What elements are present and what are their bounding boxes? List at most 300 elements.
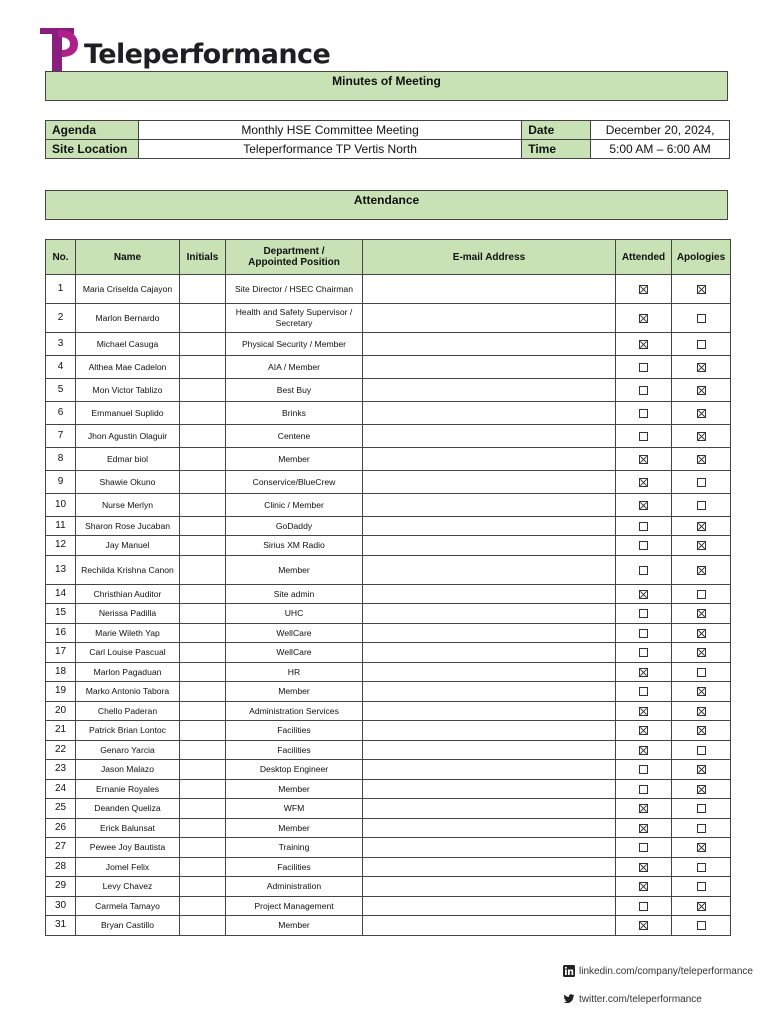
row-number: 8 <box>46 448 76 471</box>
table-row <box>46 585 731 604</box>
apologies-checkbox[interactable] <box>697 687 706 696</box>
attendee-department: Site admin <box>226 585 363 604</box>
attended-cell <box>616 682 672 702</box>
attendee-email <box>363 819 616 838</box>
col-name: Name <box>76 240 180 275</box>
apologies-checkbox[interactable] <box>697 478 706 487</box>
table-row <box>46 897 731 916</box>
apologies-cell <box>672 402 731 425</box>
attended-checkbox[interactable] <box>639 478 648 487</box>
attendee-email <box>363 379 616 402</box>
attended-checkbox[interactable] <box>639 707 648 716</box>
attended-checkbox[interactable] <box>639 824 648 833</box>
apologies-checkbox[interactable] <box>697 432 706 441</box>
attended-checkbox[interactable] <box>639 566 648 575</box>
company-name: Teleperformance <box>84 38 331 70</box>
col-initials: Initials <box>180 240 226 275</box>
attended-cell <box>616 624 672 643</box>
attended-checkbox[interactable] <box>639 609 648 618</box>
attendee-name: Nurse Merlyn <box>76 494 180 517</box>
attendee-email <box>363 448 616 471</box>
attendee-initials <box>180 425 226 448</box>
col-no: No. <box>46 240 76 275</box>
apologies-cell <box>672 897 731 916</box>
attendee-name: Erick Balunsat <box>76 819 180 838</box>
apologies-cell <box>672 819 731 838</box>
table-row <box>46 858 731 877</box>
agenda-row <box>46 121 730 140</box>
attendee-email <box>363 897 616 916</box>
apologies-checkbox[interactable] <box>697 590 706 599</box>
teleperformance-logo-icon <box>38 28 78 72</box>
attendee-name: Jomel Felix <box>76 858 180 877</box>
row-number: 12 <box>46 536 76 556</box>
col-apologies: Apologies <box>672 240 731 275</box>
attendee-email <box>363 333 616 356</box>
row-number: 27 <box>46 838 76 858</box>
attendee-email <box>363 702 616 721</box>
row-number: 6 <box>46 402 76 425</box>
attendee-email <box>363 585 616 604</box>
attended-cell <box>616 877 672 897</box>
apologies-cell <box>672 858 731 877</box>
apologies-checkbox[interactable] <box>697 455 706 464</box>
apologies-cell <box>672 304 731 333</box>
table-row <box>46 494 731 517</box>
attended-cell <box>616 536 672 556</box>
twitter-icon <box>563 993 575 1005</box>
time-value: 5:00 AM – 6:00 AM <box>591 140 730 159</box>
attended-checkbox[interactable] <box>639 455 648 464</box>
attendee-initials <box>180 760 226 780</box>
attended-cell <box>616 402 672 425</box>
table-row <box>46 682 731 702</box>
twitter-link[interactable] <box>563 993 702 1005</box>
attendee-email <box>363 402 616 425</box>
attendee-name: Bryan Castillo <box>76 916 180 936</box>
attendee-email <box>363 643 616 663</box>
attendee-department: Physical Security / Member <box>226 333 363 356</box>
attendee-email <box>363 624 616 643</box>
attendee-department: Member <box>226 819 363 838</box>
attendance-body <box>46 275 731 936</box>
apologies-checkbox[interactable] <box>697 707 706 716</box>
attended-checkbox[interactable] <box>639 804 648 813</box>
time-label: Time <box>522 140 591 159</box>
attendee-department: Health and Safety Supervisor / Secretary <box>226 304 363 333</box>
row-number: 29 <box>46 877 76 897</box>
apologies-cell <box>672 838 731 858</box>
attendee-name: Rechilda Krishna Canon <box>76 556 180 585</box>
attendee-department: Administration Services <box>226 702 363 721</box>
attendee-name: Genaro Yarcia <box>76 741 180 760</box>
attendee-initials <box>180 494 226 517</box>
attendee-department: Member <box>226 780 363 799</box>
table-row <box>46 624 731 643</box>
attended-cell <box>616 556 672 585</box>
attendee-initials <box>180 536 226 556</box>
attended-checkbox[interactable] <box>639 648 648 657</box>
apologies-checkbox[interactable] <box>697 609 706 618</box>
attendee-name: Mon Victor Tablizo <box>76 379 180 402</box>
attendee-department: AIA / Member <box>226 356 363 379</box>
attendee-name: Maria Criselda Cajayon <box>76 275 180 304</box>
apologies-checkbox[interactable] <box>697 843 706 852</box>
attendee-initials <box>180 721 226 741</box>
attendee-name: Michael Casuga <box>76 333 180 356</box>
attendee-initials <box>180 858 226 877</box>
attendee-initials <box>180 624 226 643</box>
apologies-checkbox[interactable] <box>697 804 706 813</box>
attended-cell <box>616 448 672 471</box>
apologies-checkbox[interactable] <box>697 314 706 323</box>
attendee-name: Althea Mae Cadelon <box>76 356 180 379</box>
row-number: 2 <box>46 304 76 333</box>
attendee-department: GoDaddy <box>226 517 363 536</box>
row-number: 18 <box>46 663 76 682</box>
attendee-initials <box>180 517 226 536</box>
apologies-checkbox[interactable] <box>697 921 706 930</box>
table-row <box>46 838 731 858</box>
attendee-email <box>363 425 616 448</box>
apologies-cell <box>672 780 731 799</box>
attended-checkbox[interactable] <box>639 863 648 872</box>
col-department <box>226 240 363 275</box>
attended-checkbox[interactable] <box>639 314 648 323</box>
attendee-department: Best Buy <box>226 379 363 402</box>
apologies-cell <box>672 556 731 585</box>
apologies-checkbox[interactable] <box>697 824 706 833</box>
document-title: Minutes of Meeting <box>45 71 728 101</box>
attended-cell <box>616 304 672 333</box>
attendee-department: Desktop Engineer <box>226 760 363 780</box>
table-row <box>46 819 731 838</box>
apologies-checkbox[interactable] <box>697 785 706 794</box>
attendee-department: Centene <box>226 425 363 448</box>
attendee-name: Shawie Okuno <box>76 471 180 494</box>
attended-cell <box>616 604 672 624</box>
row-number: 3 <box>46 333 76 356</box>
attendee-initials <box>180 838 226 858</box>
agenda-label: Agenda <box>46 121 139 140</box>
apologies-checkbox[interactable] <box>697 285 706 294</box>
attendee-email <box>363 858 616 877</box>
attended-checkbox[interactable] <box>639 843 648 852</box>
attendee-initials <box>180 799 226 819</box>
attended-cell <box>616 517 672 536</box>
table-row <box>46 760 731 780</box>
attended-cell <box>616 663 672 682</box>
attended-cell <box>616 275 672 304</box>
attended-checkbox[interactable] <box>639 746 648 755</box>
attendee-email <box>363 536 616 556</box>
table-row <box>46 304 731 333</box>
col-email: E-mail Address <box>363 240 616 275</box>
table-row <box>46 916 731 936</box>
date-value: December 20, 2024, <box>591 121 730 140</box>
attendee-department: Sirius XM Radio <box>226 536 363 556</box>
row-number: 14 <box>46 585 76 604</box>
attended-checkbox[interactable] <box>639 501 648 510</box>
apologies-cell <box>672 760 731 780</box>
attendee-initials <box>180 585 226 604</box>
attendee-email <box>363 741 616 760</box>
attended-checkbox[interactable] <box>639 340 648 349</box>
attendee-department: WFM <box>226 799 363 819</box>
table-row <box>46 356 731 379</box>
table-row <box>46 663 731 682</box>
attended-checkbox[interactable] <box>639 522 648 531</box>
row-number: 17 <box>46 643 76 663</box>
row-number: 21 <box>46 721 76 741</box>
attendee-department: Project Management <box>226 897 363 916</box>
attended-cell <box>616 425 672 448</box>
meeting-info-table <box>45 120 730 159</box>
attendee-department: HR <box>226 663 363 682</box>
attended-cell <box>616 643 672 663</box>
attendance-header-row <box>46 240 731 275</box>
attendee-department: Clinic / Member <box>226 494 363 517</box>
site-row <box>46 140 730 159</box>
row-number: 19 <box>46 682 76 702</box>
attendee-initials <box>180 819 226 838</box>
apologies-checkbox[interactable] <box>697 629 706 638</box>
row-number: 7 <box>46 425 76 448</box>
apologies-cell <box>672 877 731 897</box>
attendee-email <box>363 780 616 799</box>
attendee-initials <box>180 877 226 897</box>
attendee-email <box>363 275 616 304</box>
row-number: 10 <box>46 494 76 517</box>
col-department-line2: Appointed Position <box>248 257 340 268</box>
apologies-checkbox[interactable] <box>697 902 706 911</box>
attendee-name: Carl Louise Pascual <box>76 643 180 663</box>
apologies-checkbox[interactable] <box>697 501 706 510</box>
attendee-name: Ernanie Royales <box>76 780 180 799</box>
table-row <box>46 702 731 721</box>
attendee-email <box>363 721 616 741</box>
row-number: 25 <box>46 799 76 819</box>
attendee-email <box>363 877 616 897</box>
apologies-cell <box>672 425 731 448</box>
attendee-initials <box>180 663 226 682</box>
attended-checkbox[interactable] <box>639 902 648 911</box>
apologies-cell <box>672 604 731 624</box>
apologies-cell <box>672 721 731 741</box>
attended-cell <box>616 471 672 494</box>
attended-checkbox[interactable] <box>639 765 648 774</box>
attended-checkbox[interactable] <box>639 785 648 794</box>
apologies-checkbox[interactable] <box>697 765 706 774</box>
attended-checkbox[interactable] <box>639 687 648 696</box>
attended-cell <box>616 858 672 877</box>
attendee-email <box>363 799 616 819</box>
apologies-cell <box>672 585 731 604</box>
row-number: 26 <box>46 819 76 838</box>
table-row <box>46 379 731 402</box>
linkedin-url: linkedin.com/company/teleperformance <box>579 965 753 977</box>
attendee-department: Training <box>226 838 363 858</box>
apologies-checkbox[interactable] <box>697 746 706 755</box>
apologies-checkbox[interactable] <box>697 668 706 677</box>
attended-cell <box>616 585 672 604</box>
attended-checkbox[interactable] <box>639 629 648 638</box>
attendee-name: Jason Malazo <box>76 760 180 780</box>
table-row <box>46 604 731 624</box>
attendee-department: Member <box>226 556 363 585</box>
attendee-name: Carmela Tamayo <box>76 897 180 916</box>
table-row <box>46 333 731 356</box>
apologies-cell <box>672 356 731 379</box>
row-number: 28 <box>46 858 76 877</box>
apologies-cell <box>672 643 731 663</box>
attendee-initials <box>180 741 226 760</box>
apologies-cell <box>672 471 731 494</box>
apologies-checkbox[interactable] <box>697 726 706 735</box>
attendee-department: Facilities <box>226 741 363 760</box>
apologies-cell <box>672 663 731 682</box>
table-row <box>46 799 731 819</box>
table-row <box>46 721 731 741</box>
attended-checkbox[interactable] <box>639 882 648 891</box>
row-number: 15 <box>46 604 76 624</box>
apologies-checkbox[interactable] <box>697 863 706 872</box>
attended-cell <box>616 379 672 402</box>
table-row <box>46 425 731 448</box>
attendance-table <box>45 239 731 936</box>
attendee-initials <box>180 275 226 304</box>
attended-checkbox[interactable] <box>639 285 648 294</box>
row-number: 24 <box>46 780 76 799</box>
attended-cell <box>616 760 672 780</box>
attendee-name: Christhian Auditor <box>76 585 180 604</box>
apologies-cell <box>672 682 731 702</box>
attended-checkbox[interactable] <box>639 386 648 395</box>
apologies-cell <box>672 624 731 643</box>
attendee-department: WellCare <box>226 643 363 663</box>
row-number: 30 <box>46 897 76 916</box>
apologies-checkbox[interactable] <box>697 522 706 531</box>
attendee-name: Pewee Joy Bautista <box>76 838 180 858</box>
date-label: Date <box>522 121 591 140</box>
attendee-name: Edmar biol <box>76 448 180 471</box>
attendee-department: Site Director / HSEC Chairman <box>226 275 363 304</box>
attended-cell <box>616 916 672 936</box>
attended-cell <box>616 819 672 838</box>
attended-checkbox[interactable] <box>639 409 648 418</box>
attendee-initials <box>180 471 226 494</box>
attendee-initials <box>180 780 226 799</box>
apologies-cell <box>672 702 731 721</box>
attendee-name: Marie Wileth Yap <box>76 624 180 643</box>
row-number: 11 <box>46 517 76 536</box>
row-number: 20 <box>46 702 76 721</box>
attendee-name: Jay Manuel <box>76 536 180 556</box>
attendee-email <box>363 916 616 936</box>
attended-checkbox[interactable] <box>639 541 648 550</box>
attendee-initials <box>180 556 226 585</box>
apologies-checkbox[interactable] <box>697 340 706 349</box>
row-number: 31 <box>46 916 76 936</box>
apologies-checkbox[interactable] <box>697 409 706 418</box>
col-department-line1: Department / <box>263 246 325 257</box>
attendee-initials <box>180 333 226 356</box>
attended-cell <box>616 838 672 858</box>
attended-checkbox[interactable] <box>639 363 648 372</box>
attendee-initials <box>180 402 226 425</box>
attendee-name: Patrick Brian Lontoc <box>76 721 180 741</box>
col-attended: Attended <box>616 240 672 275</box>
row-number: 1 <box>46 275 76 304</box>
apologies-checkbox[interactable] <box>697 882 706 891</box>
row-number: 16 <box>46 624 76 643</box>
apologies-checkbox[interactable] <box>697 386 706 395</box>
attendee-email <box>363 838 616 858</box>
attendee-name: Emmanuel Suplido <box>76 402 180 425</box>
attended-checkbox[interactable] <box>639 590 648 599</box>
row-number: 9 <box>46 471 76 494</box>
table-row <box>46 517 731 536</box>
agenda-value: Monthly HSE Committee Meeting <box>138 121 521 140</box>
attendee-department: Member <box>226 448 363 471</box>
apologies-checkbox[interactable] <box>697 648 706 657</box>
attendee-initials <box>180 916 226 936</box>
table-row <box>46 402 731 425</box>
attended-checkbox[interactable] <box>639 432 648 441</box>
apologies-cell <box>672 275 731 304</box>
attendee-name: Marlon Bernardo <box>76 304 180 333</box>
table-row <box>46 556 731 585</box>
linkedin-link[interactable] <box>563 965 753 977</box>
site-value: Teleperformance TP Vertis North <box>138 140 521 159</box>
attended-checkbox[interactable] <box>639 921 648 930</box>
attendee-email <box>363 304 616 333</box>
table-row <box>46 536 731 556</box>
attendee-email <box>363 604 616 624</box>
attended-cell <box>616 721 672 741</box>
attendee-initials <box>180 643 226 663</box>
apologies-checkbox[interactable] <box>697 363 706 372</box>
apologies-cell <box>672 536 731 556</box>
row-number: 13 <box>46 556 76 585</box>
attendee-initials <box>180 379 226 402</box>
table-row <box>46 275 731 304</box>
apologies-checkbox[interactable] <box>697 566 706 575</box>
apologies-cell <box>672 916 731 936</box>
attendee-department: Facilities <box>226 721 363 741</box>
attendee-initials <box>180 702 226 721</box>
attended-cell <box>616 897 672 916</box>
attended-cell <box>616 494 672 517</box>
attendee-department: Member <box>226 916 363 936</box>
table-row <box>46 448 731 471</box>
attendee-email <box>363 760 616 780</box>
attendee-email <box>363 556 616 585</box>
attendee-name: Marko Antonio Tabora <box>76 682 180 702</box>
attended-checkbox[interactable] <box>639 726 648 735</box>
row-number: 22 <box>46 741 76 760</box>
attendee-department: Member <box>226 682 363 702</box>
attended-cell <box>616 780 672 799</box>
attendee-initials <box>180 897 226 916</box>
attended-checkbox[interactable] <box>639 668 648 677</box>
attendee-department: Administration <box>226 877 363 897</box>
apologies-cell <box>672 333 731 356</box>
company-logo <box>38 28 330 72</box>
apologies-checkbox[interactable] <box>697 541 706 550</box>
attendee-email <box>363 682 616 702</box>
row-number: 4 <box>46 356 76 379</box>
